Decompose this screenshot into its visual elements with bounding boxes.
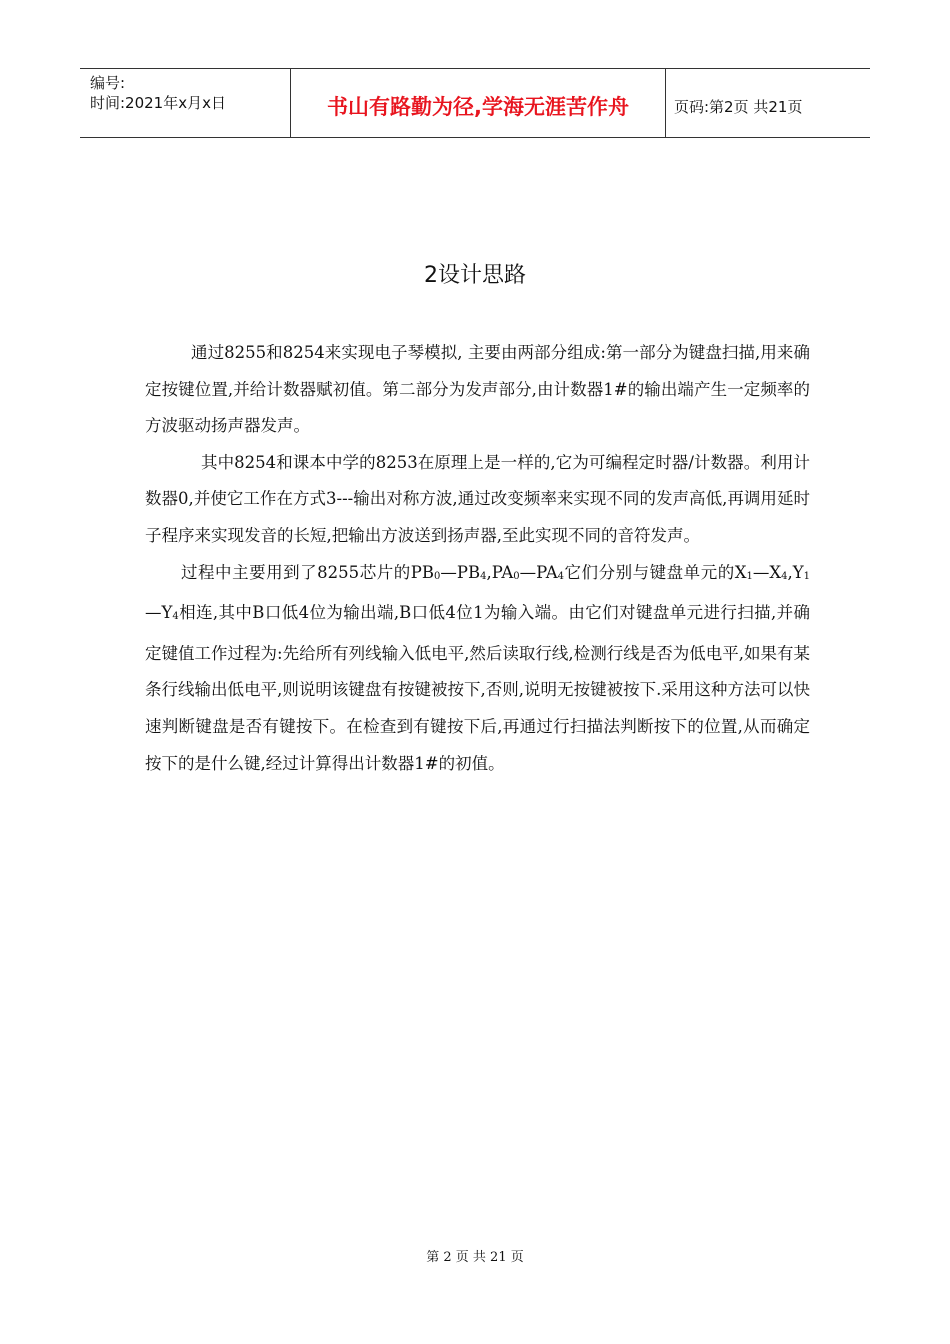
p3-text: —PA <box>519 562 558 582</box>
p3-text: 过程中主要用到了8255芯片的PB <box>181 562 434 582</box>
header-time: 时间:2021年x月x日 <box>90 94 226 112</box>
p3-subscript: 4 <box>480 570 487 582</box>
p3-text: —Y <box>145 603 173 623</box>
p3-subscript: 4 <box>557 570 564 582</box>
p3-text: ,PA <box>486 562 514 582</box>
p3-text: ,Y <box>787 562 804 582</box>
header-number: 编号: <box>90 74 126 92</box>
p3-text: —X <box>752 562 782 582</box>
p3-text: —PB <box>440 562 481 582</box>
p3-subscript: 1 <box>746 570 753 582</box>
p3-text: 它们分别与键盘单元的X <box>564 562 747 582</box>
page-footer: 第 2 页 共 21 页 <box>426 1250 524 1265</box>
header-page-info: 页码:第2页 共21页 <box>674 97 803 116</box>
p3-subscript: 4 <box>172 611 179 623</box>
p3-text: 相连,其中B口低4位为输出端,B口低4位1为输入端。由它们对键盘单元进行扫描,并确定键值工作过程为:先给所有列线输入低电平,然后读取行线,检测行线是否为低电平,如果有某条行线输出低电平,则说明该键盘有按键被按下,否则,说明无按键被按下.采用这种方法可以快速判断键盘是否有键按下。在检查到有键按下后,再通过行扫描法判断按下的位置,从而确定按下的是什么键,经过计算得出计数器1#的初值。 <box>145 603 810 773</box>
p3-subscript: 0 <box>434 570 441 582</box>
page-header <box>80 68 870 138</box>
paragraph-3 <box>145 555 810 783</box>
header-meta <box>80 69 291 137</box>
p3-subscript: 1 <box>803 570 811 582</box>
p3-subscript: 0 <box>513 570 520 582</box>
paragraph-1: 通过8255和8254来实现电子琴模拟, 主要由两部分组成:第一部分为键盘扫描,用来确定按键位置,并给计数器赋初值。第二部分为发声部分,由计数器1#的输出端产生一定频率的方波驱动扬声器发声。 <box>145 343 810 436</box>
paragraph-2: 其中8254和课本中学的8253在原理上是一样的,它为可编程定时器/计数器。利用计数器0,并使它工作在方式3---输出对称方波,通过改变频率来实现不同的发声高低,再调用延时子程序来实现发音的长短,把输出方波送到扬声器,至此实现不同的音符发声。 <box>145 452 810 545</box>
section-title: 2设计思路 <box>424 263 526 288</box>
header-motto: 书山有路勤为径,学海无涯苦作舟 <box>291 69 666 137</box>
document-body <box>145 335 810 782</box>
p3-subscript: 4 <box>781 570 788 582</box>
